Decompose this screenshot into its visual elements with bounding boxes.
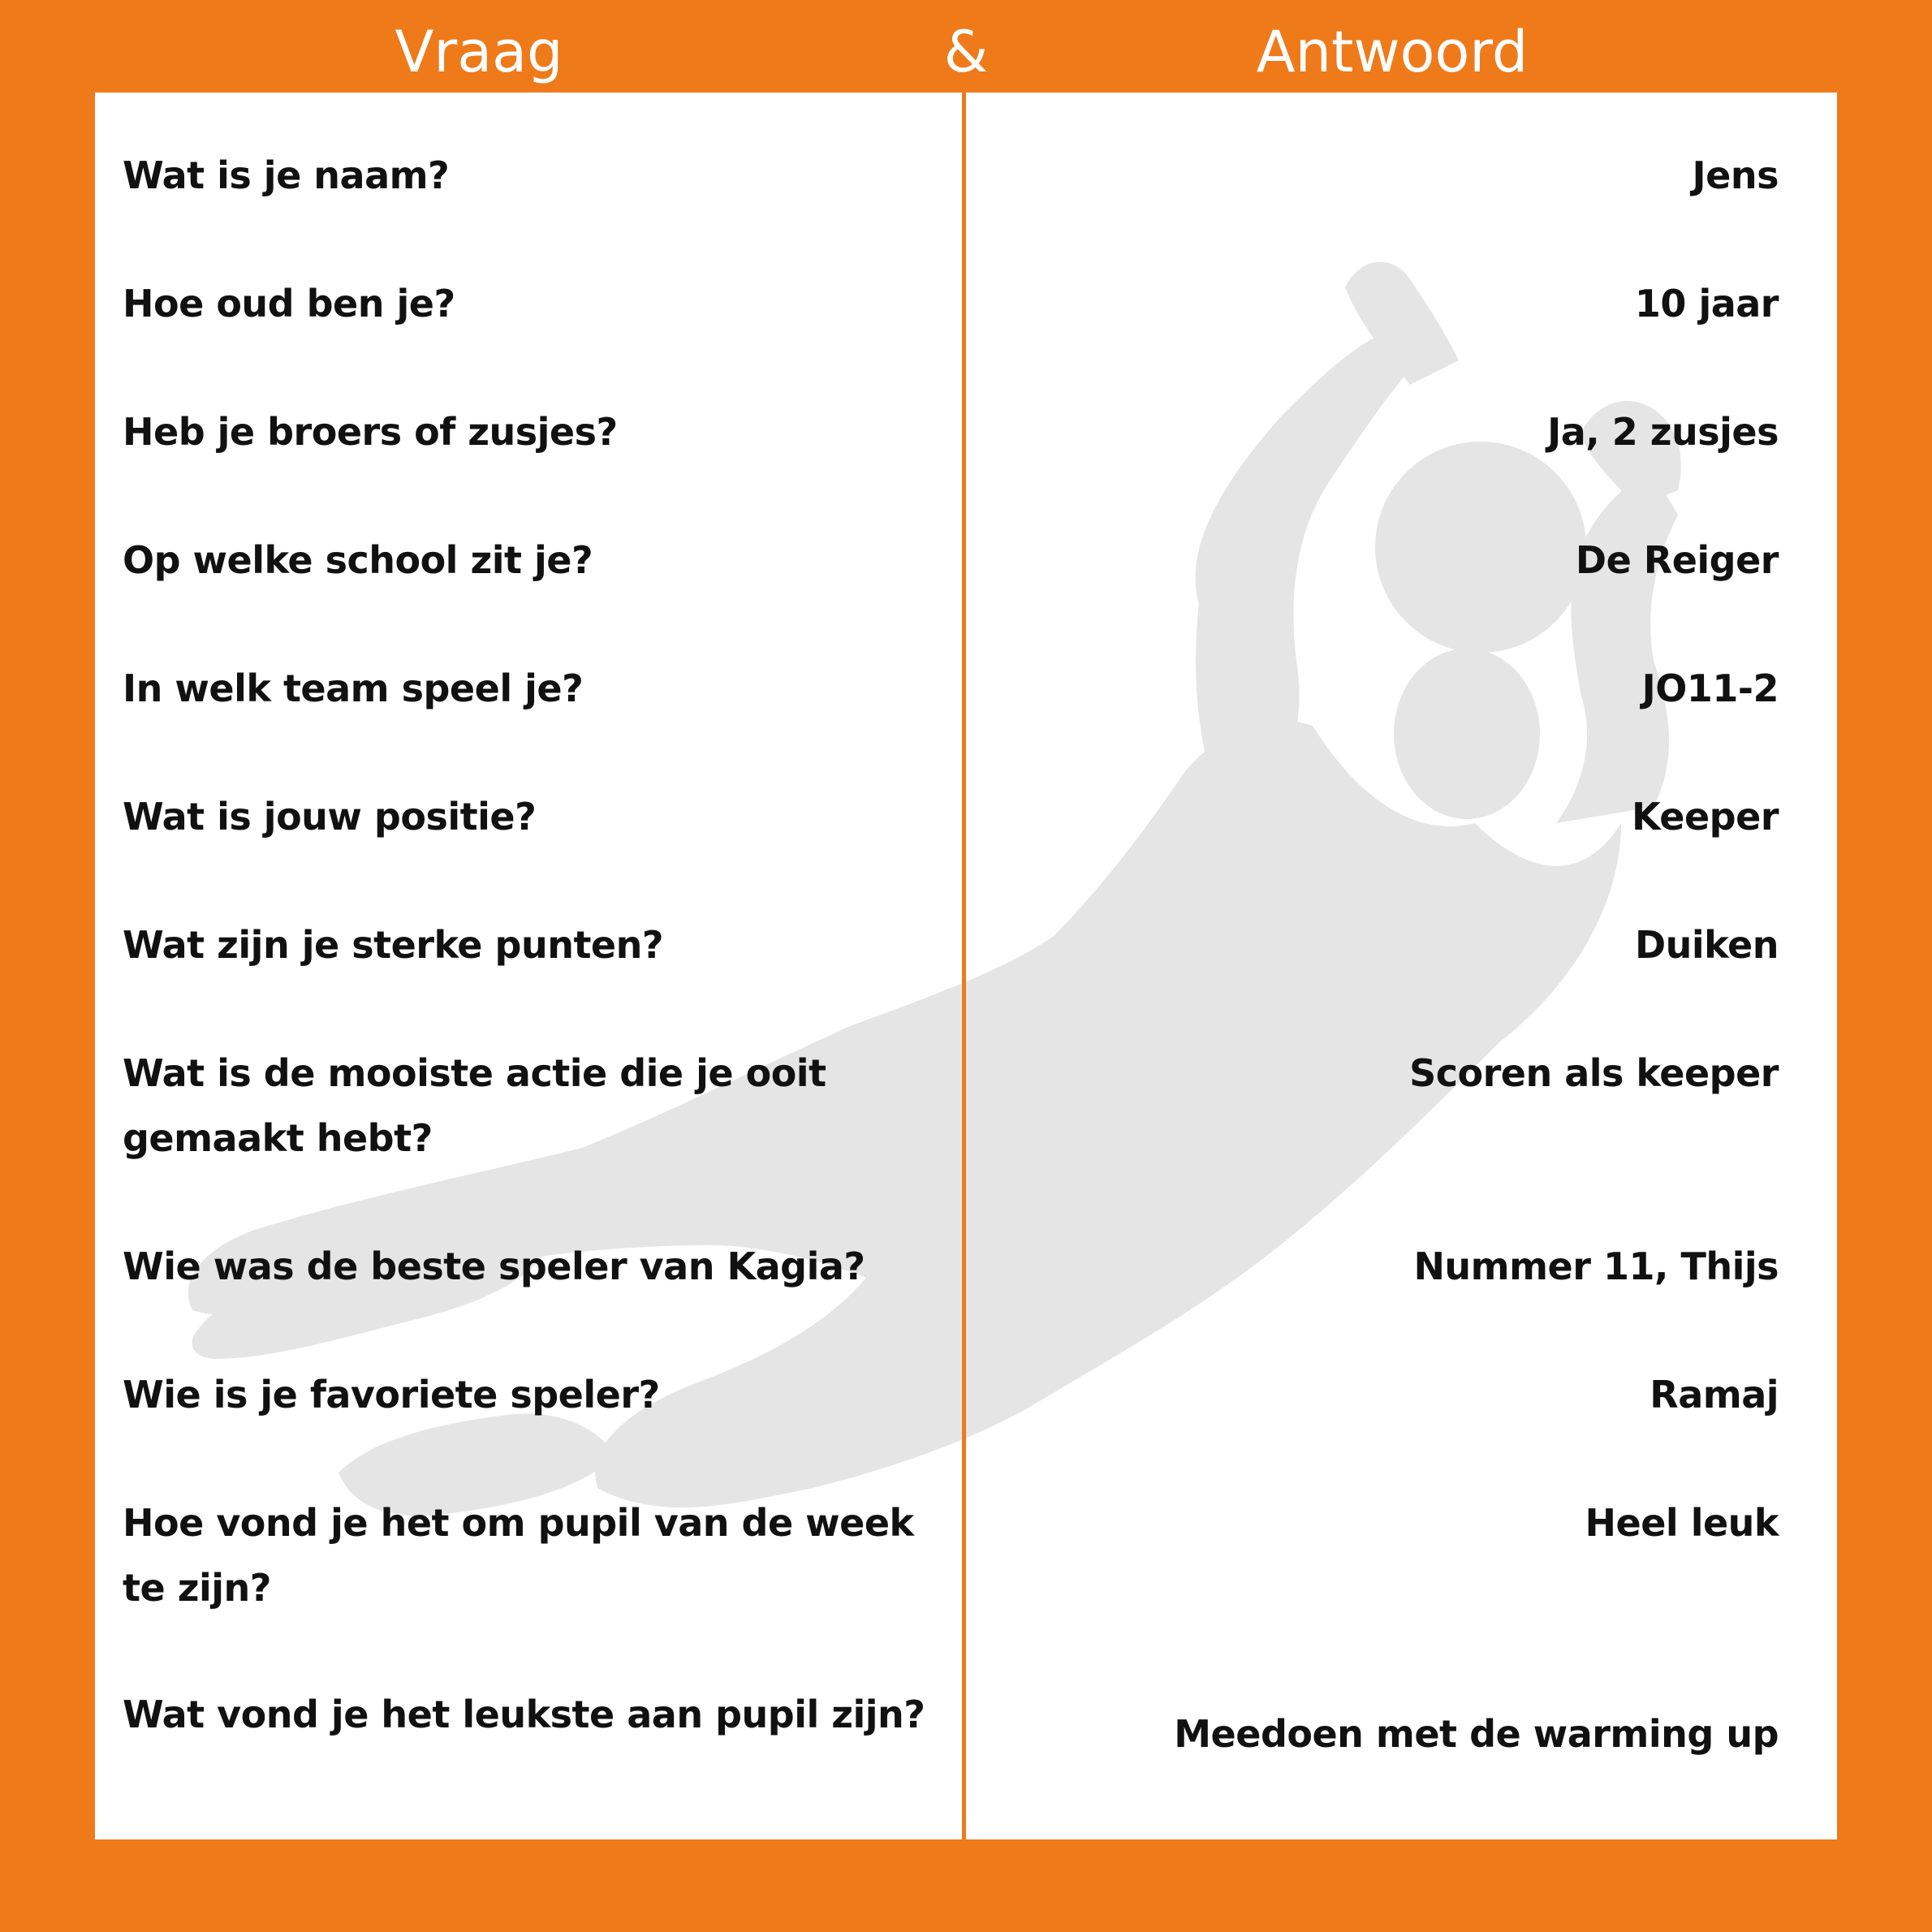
answer-text: Keeper [1631, 795, 1779, 839]
question-text: Hoe vond je het om pupil van de week te zijn? [123, 1501, 914, 1610]
answer-text: De Reiger [1575, 538, 1779, 582]
question-text: Wie is je favoriete speler? [123, 1373, 660, 1417]
answer-text: Scoren als keeper [1409, 1051, 1779, 1095]
question-text: Wat zijn je sterke punten? [123, 923, 664, 967]
header-question-label: Vraag [395, 19, 563, 85]
question-text: In welk team speel je? [123, 666, 584, 710]
header-answer-label: Antwoord [1256, 19, 1529, 85]
question-text: Wat is de mooiste actie die je ooit gemaakt hebt? [123, 1051, 826, 1160]
answer-text: Ja, 2 zusjes [1547, 410, 1779, 454]
answer-text: JO11-2 [1641, 666, 1779, 710]
question-text: Wat vond je het leukste aan pupil zijn? [123, 1693, 925, 1736]
question-text: Op welke school zit je? [123, 538, 593, 582]
answer-text: 10 jaar [1634, 282, 1779, 326]
answer-text: Heel leuk [1585, 1501, 1779, 1545]
answer-text: Duiken [1634, 923, 1779, 967]
question-text: Wat is je naam? [123, 153, 450, 197]
column-divider [962, 93, 966, 1839]
answer-text: Jens [1692, 153, 1779, 197]
question-text: Wat is jouw positie? [123, 795, 537, 839]
qa-panel [95, 93, 1837, 1839]
answer-text: Ramaj [1650, 1373, 1779, 1417]
header-ampersand: & [943, 19, 989, 85]
question-text: Hoe oud ben je? [123, 282, 455, 326]
answer-text: Nummer 11, Thijs [1413, 1244, 1779, 1288]
question-text: Heb je broers of zusjes? [123, 410, 618, 454]
answer-text: Meedoen met de warming up [1174, 1712, 1779, 1756]
question-text: Wie was de beste speler van Kagia? [123, 1244, 865, 1288]
